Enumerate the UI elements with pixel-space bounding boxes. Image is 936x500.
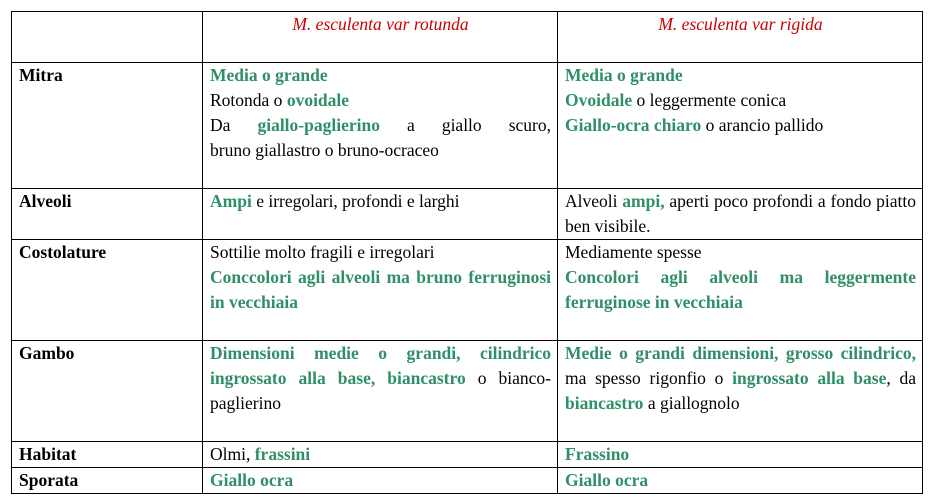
- gambo-rigida-text-1: ma spesso rigonfio o: [565, 368, 733, 388]
- gambo-rigida-highlight-1: Medie o grandi dimensioni, grosso cilindrico,: [565, 343, 916, 363]
- header-rigida: M. esculenta var rigida: [558, 12, 923, 63]
- mitra-rotunda-size: Media o grande: [210, 65, 328, 85]
- table-row-costolature: [12, 240, 923, 341]
- table-row-mitra: [12, 63, 923, 189]
- sporata-rotunda-highlight: Giallo ocra: [210, 470, 294, 490]
- cell-habitat-rotunda: [203, 442, 558, 468]
- mitra-rigida-color-text: o arancio pallido: [701, 115, 824, 135]
- cell-mitra-rotunda: [203, 63, 558, 189]
- mitra-rotunda-color-prefix: Da: [210, 115, 258, 135]
- alveoli-rigida-text: aperti poco profondi a fondo piatto ben visibile.: [565, 191, 916, 236]
- mitra-rigida-color: [565, 113, 916, 138]
- cell-costolature-rotunda: [203, 240, 558, 341]
- habitat-rotunda-text: Olmi,: [210, 444, 255, 464]
- habitat-rotunda-highlight: frassini: [254, 444, 311, 464]
- comparison-table: [11, 11, 923, 494]
- table-row-sporata: [12, 468, 923, 494]
- row-label-sporata: Sporata: [12, 468, 203, 494]
- cell-sporata-rotunda: [203, 468, 558, 494]
- sporata-rigida-highlight: Giallo ocra: [565, 470, 649, 490]
- table-row-alveoli: [12, 189, 923, 240]
- alveoli-rotunda-highlight: Ampi: [210, 191, 252, 211]
- header-empty-cell: [12, 12, 203, 63]
- mitra-rotunda-shape: [210, 88, 551, 113]
- cell-alveoli-rotunda: [203, 189, 558, 240]
- mitra-rotunda-color: [210, 113, 551, 138]
- cell-sporata-rigida: [558, 468, 923, 494]
- mitra-rigida-shape: [565, 88, 916, 113]
- cell-costolature-rigida: [558, 240, 923, 341]
- table-row-gambo: [12, 341, 923, 442]
- row-label-costolature: Costolature: [12, 240, 203, 341]
- mitra-rotunda-color-suffix: a giallo scuro,: [379, 115, 551, 135]
- alveoli-rigida-prefix: Alveoli: [565, 191, 623, 211]
- alveoli-rigida-highlight: ampi,: [622, 191, 665, 211]
- costolature-rotunda-highlight: Conccolori agli alveoli ma bruno ferruginosi in vecchiaia: [210, 267, 551, 312]
- mitra-rigida-color-highlight: Giallo-ocra chiaro: [565, 115, 702, 135]
- costolature-rotunda-text: Sottilie molto fragili e irregolari: [210, 242, 435, 262]
- mitra-rigida-size: Media o grande: [565, 65, 683, 85]
- mitra-rigida-shape-highlight: Ovoidale: [565, 90, 633, 110]
- row-label-mitra: Mitra: [12, 63, 203, 189]
- mitra-rotunda-color-cont: bruno giallastro o bruno-ocraceo: [210, 140, 439, 160]
- row-label-gambo: Gambo: [12, 341, 203, 442]
- cell-gambo-rotunda: [203, 341, 558, 442]
- row-label-alveoli: Alveoli: [12, 189, 203, 240]
- cell-mitra-rigida: [558, 63, 923, 189]
- gambo-rigida-text-2: , da: [886, 368, 916, 388]
- cell-alveoli-rigida: [558, 189, 923, 240]
- costolature-rigida-highlight: Concolori agli alveoli ma leggermente ferruginose in vecchiaia: [565, 267, 916, 312]
- cell-habitat-rigida: [558, 442, 923, 468]
- mitra-rotunda-shape-highlight: ovoidale: [286, 90, 350, 110]
- mitra-rotunda-shape-text: Rotonda o: [210, 90, 287, 110]
- header-row: [12, 12, 923, 63]
- row-label-habitat: Habitat: [12, 442, 203, 468]
- gambo-rigida-text-3: a giallognolo: [643, 393, 740, 413]
- cell-gambo-rigida: [558, 341, 923, 442]
- gambo-rigida-highlight-2: ingrossato alla base: [732, 368, 887, 388]
- table-row-habitat: [12, 442, 923, 468]
- mitra-rotunda-color-highlight: giallo-paglierino: [257, 115, 380, 135]
- mitra-rigida-shape-text: o leggermente conica: [632, 90, 787, 110]
- gambo-rigida-highlight-3: biancastro: [565, 393, 644, 413]
- habitat-rigida-highlight: Frassino: [565, 444, 630, 464]
- costolature-rigida-text: Mediamente spesse: [565, 242, 702, 262]
- header-rotunda: M. esculenta var rotunda: [203, 12, 558, 63]
- alveoli-rotunda-text: e irregolari, profondi e larghi: [251, 191, 460, 211]
- gambo-rotunda-highlight: Dimensioni medie o grandi, cilindrico ingrossato alla base, biancastro: [210, 343, 551, 388]
- gambo-rotunda-text: o bianco- paglierino: [210, 368, 551, 413]
- comparison-table-wrapper: [11, 11, 923, 494]
